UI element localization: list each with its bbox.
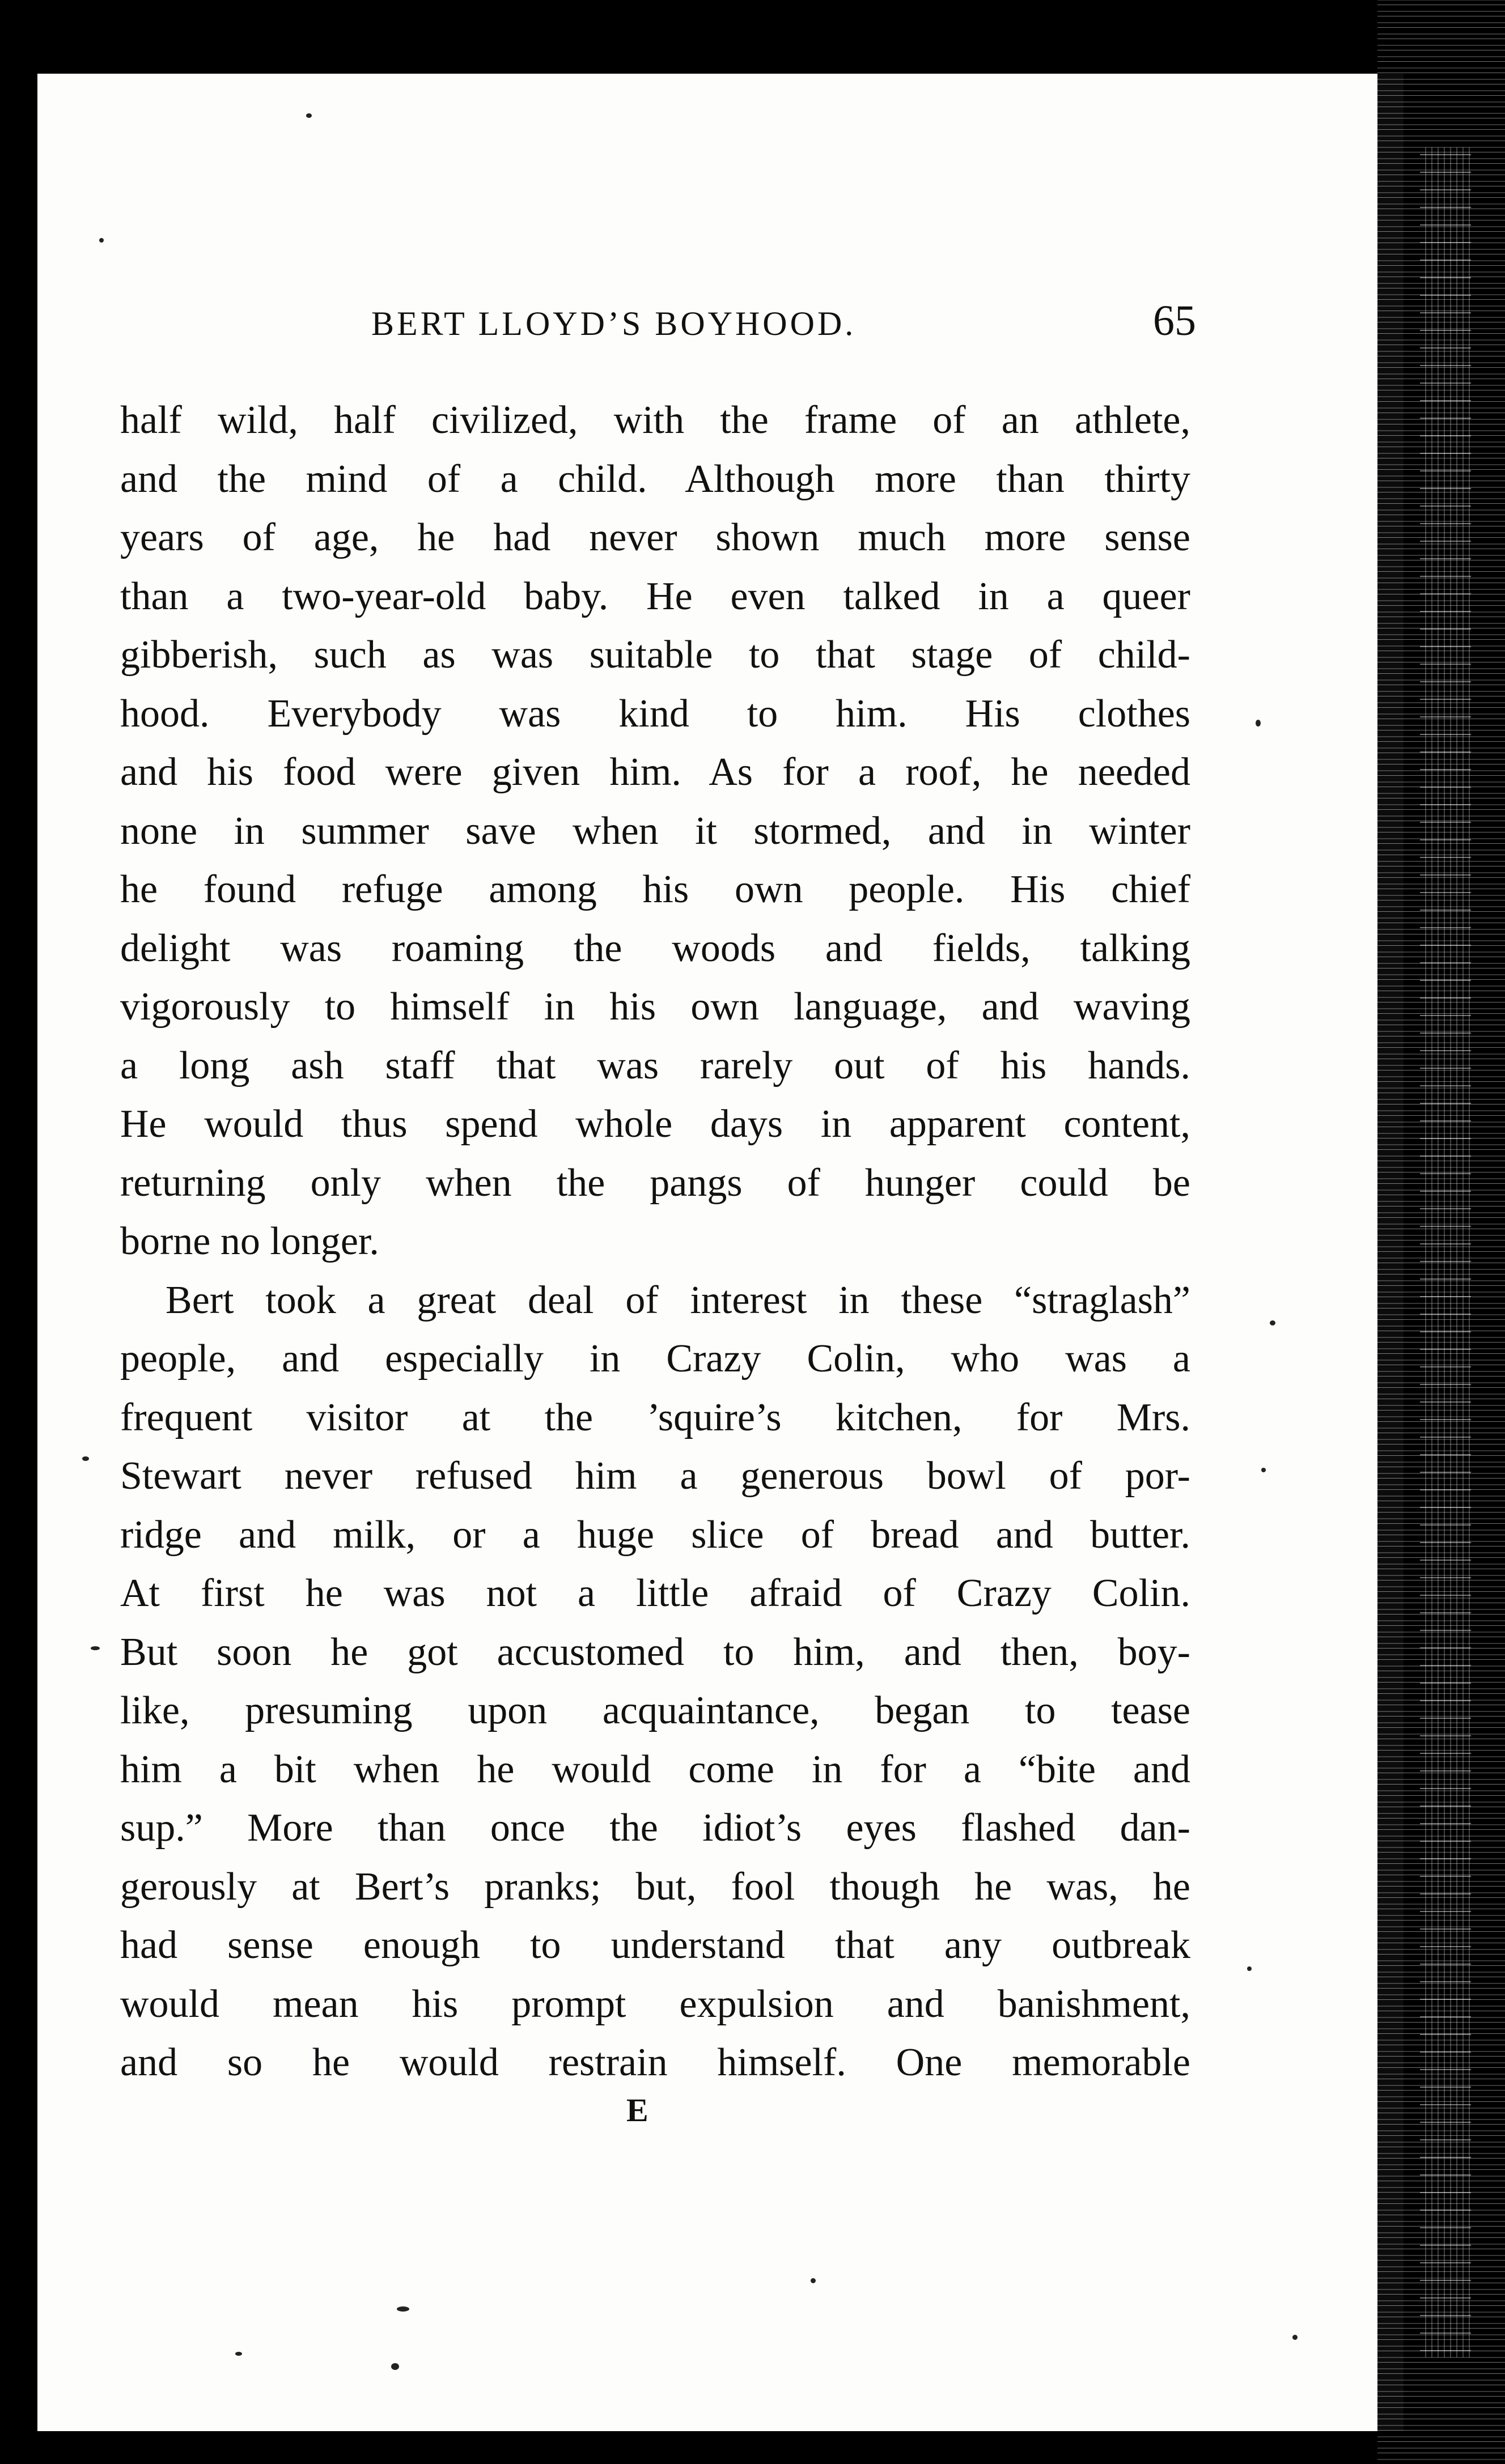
ink-speck — [1292, 2335, 1298, 2340]
text-line: Stewart never refused him a generous bowl of por- — [120, 1454, 1190, 1498]
ink-speck — [1261, 1468, 1266, 1472]
text-line: half wild, half civilized, with the frame of an athlete, — [120, 398, 1190, 442]
body-text — [120, 391, 1190, 2092]
scan-edge-speckle — [1420, 147, 1471, 2357]
text-line: At first he was not a little afraid of Crazy Colin. — [120, 1571, 1190, 1615]
text-line: He would thus spend whole days in apparent content, — [120, 1102, 1190, 1146]
text-line: him a bit when he would come in for a “bite and — [120, 1747, 1190, 1791]
text-line: ridge and milk, or a huge slice of bread and butter. — [120, 1513, 1190, 1557]
ink-speck — [391, 2363, 399, 2370]
text-line: frequent visitor at the ’squire’s kitchen, for Mrs. — [120, 1395, 1190, 1439]
text-line: people, and especially in Crazy Colin, who was a — [120, 1337, 1190, 1380]
signature-mark: E — [626, 2092, 648, 2129]
text-line: gerously at Bert’s pranks; but, fool though he was, he — [120, 1864, 1190, 1909]
text-line: gibberish, such as was suitable to that stage of child- — [120, 633, 1190, 677]
text-line: years of age, he had never shown much more sense — [120, 516, 1190, 559]
text-line: sup.” More than once the idiot’s eyes flashed dan- — [120, 1806, 1190, 1850]
text-line: a long ash staff that was rarely out of his hands. — [120, 1043, 1190, 1087]
text-line: had sense enough to understand that any outbreak — [120, 1923, 1190, 1967]
text-line: and the mind of a child. Although more than thirty — [120, 457, 1190, 501]
text-line: But soon he got accustomed to him, and then, boy- — [120, 1630, 1190, 1674]
ink-speck — [99, 238, 104, 243]
text-line: Bert took a great deal of interest in these “straglash” — [166, 1278, 1190, 1322]
text-line: than a two-year-old baby. He even talked in a queer — [120, 574, 1190, 618]
text-line: he found refuge among his own people. His chief — [120, 868, 1190, 911]
ink-speck — [1247, 1966, 1252, 1971]
text-line: like, presuming upon acquaintance, began to tease — [120, 1689, 1190, 1732]
ink-speck — [811, 2278, 816, 2283]
ink-speck — [235, 2352, 242, 2356]
ink-speck — [397, 2306, 409, 2312]
ink-speck — [306, 113, 312, 118]
text-line: and so he would restrain himself. One memorable — [120, 2041, 1190, 2084]
text-line: and his food were given him. As for a roof, he needed — [120, 750, 1190, 794]
ink-speck — [82, 1456, 89, 1461]
ink-speck — [91, 1646, 100, 1650]
text-line: borne no longer. — [120, 1220, 379, 1263]
text-line: would mean his prompt expulsion and banishment, — [120, 1982, 1190, 2026]
text-line: delight was roaming the woods and fields, talking — [120, 926, 1190, 970]
text-line: vigorously to himself in his own language, and waving — [120, 985, 1190, 1029]
ink-speck — [1270, 1320, 1275, 1326]
page-number: 65 — [1153, 297, 1196, 345]
text-line: none in summer save when it stormed, and in winter — [120, 809, 1190, 853]
running-head: BERT LLOYD’S BOYHOOD. — [371, 305, 857, 342]
page-header — [119, 286, 1196, 343]
ink-speck — [1256, 720, 1261, 727]
text-line: hood. Everybody was kind to him. His clothes — [120, 691, 1190, 736]
text-line: returning only when the pangs of hunger could be — [120, 1161, 1190, 1205]
